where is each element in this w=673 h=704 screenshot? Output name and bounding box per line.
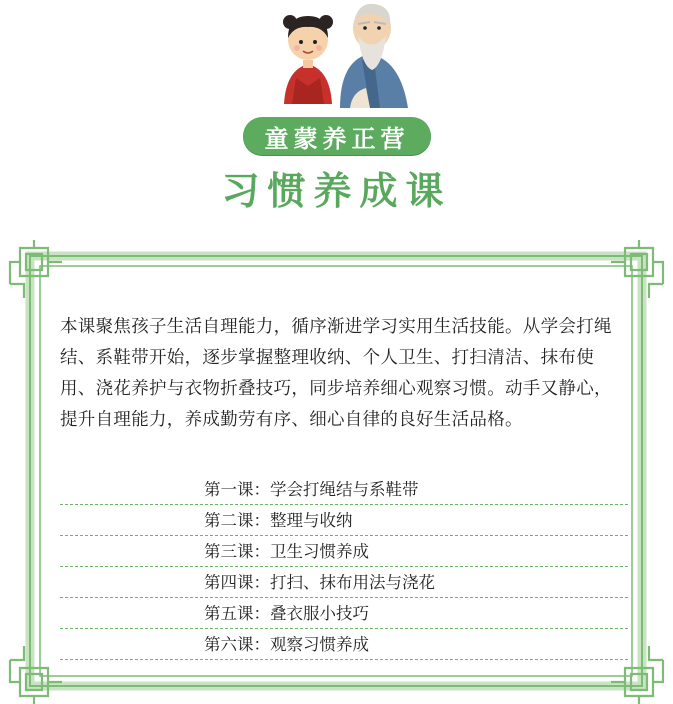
lesson-item: 第二课：整理与收纳 <box>60 505 628 536</box>
lesson-item: 第一课：学会打绳结与系鞋带 <box>60 474 628 505</box>
sage-figure <box>340 4 408 108</box>
lesson-item: 第四课：打扫、抹布用法与浇花 <box>60 567 628 598</box>
lesson-item: 第三课：卫生习惯养成 <box>60 536 628 567</box>
child-figure <box>283 15 333 104</box>
lesson-item: 第六课：观察习惯养成 <box>60 629 628 660</box>
lesson-item: 第五课：叠衣服小技巧 <box>60 598 628 629</box>
lesson-list <box>60 474 628 660</box>
course-description: 本课聚焦孩子生活自理能力，循序渐进学习实用生活技能。从学会打绳结、系鞋带开始，逐步掌握整理收纳、个人卫生、打扫清洁、抹布使用、浇花养护与衣物折叠技巧，同步培养细心观察习惯。动手又静心，提升自理能力，养成勤劳有序、细心自律的良好生活品格。 <box>60 317 612 430</box>
header-illustration <box>270 0 420 114</box>
page-title: 习惯养成课 <box>221 168 452 213</box>
camp-badge: 童蒙养正营 <box>243 117 431 155</box>
